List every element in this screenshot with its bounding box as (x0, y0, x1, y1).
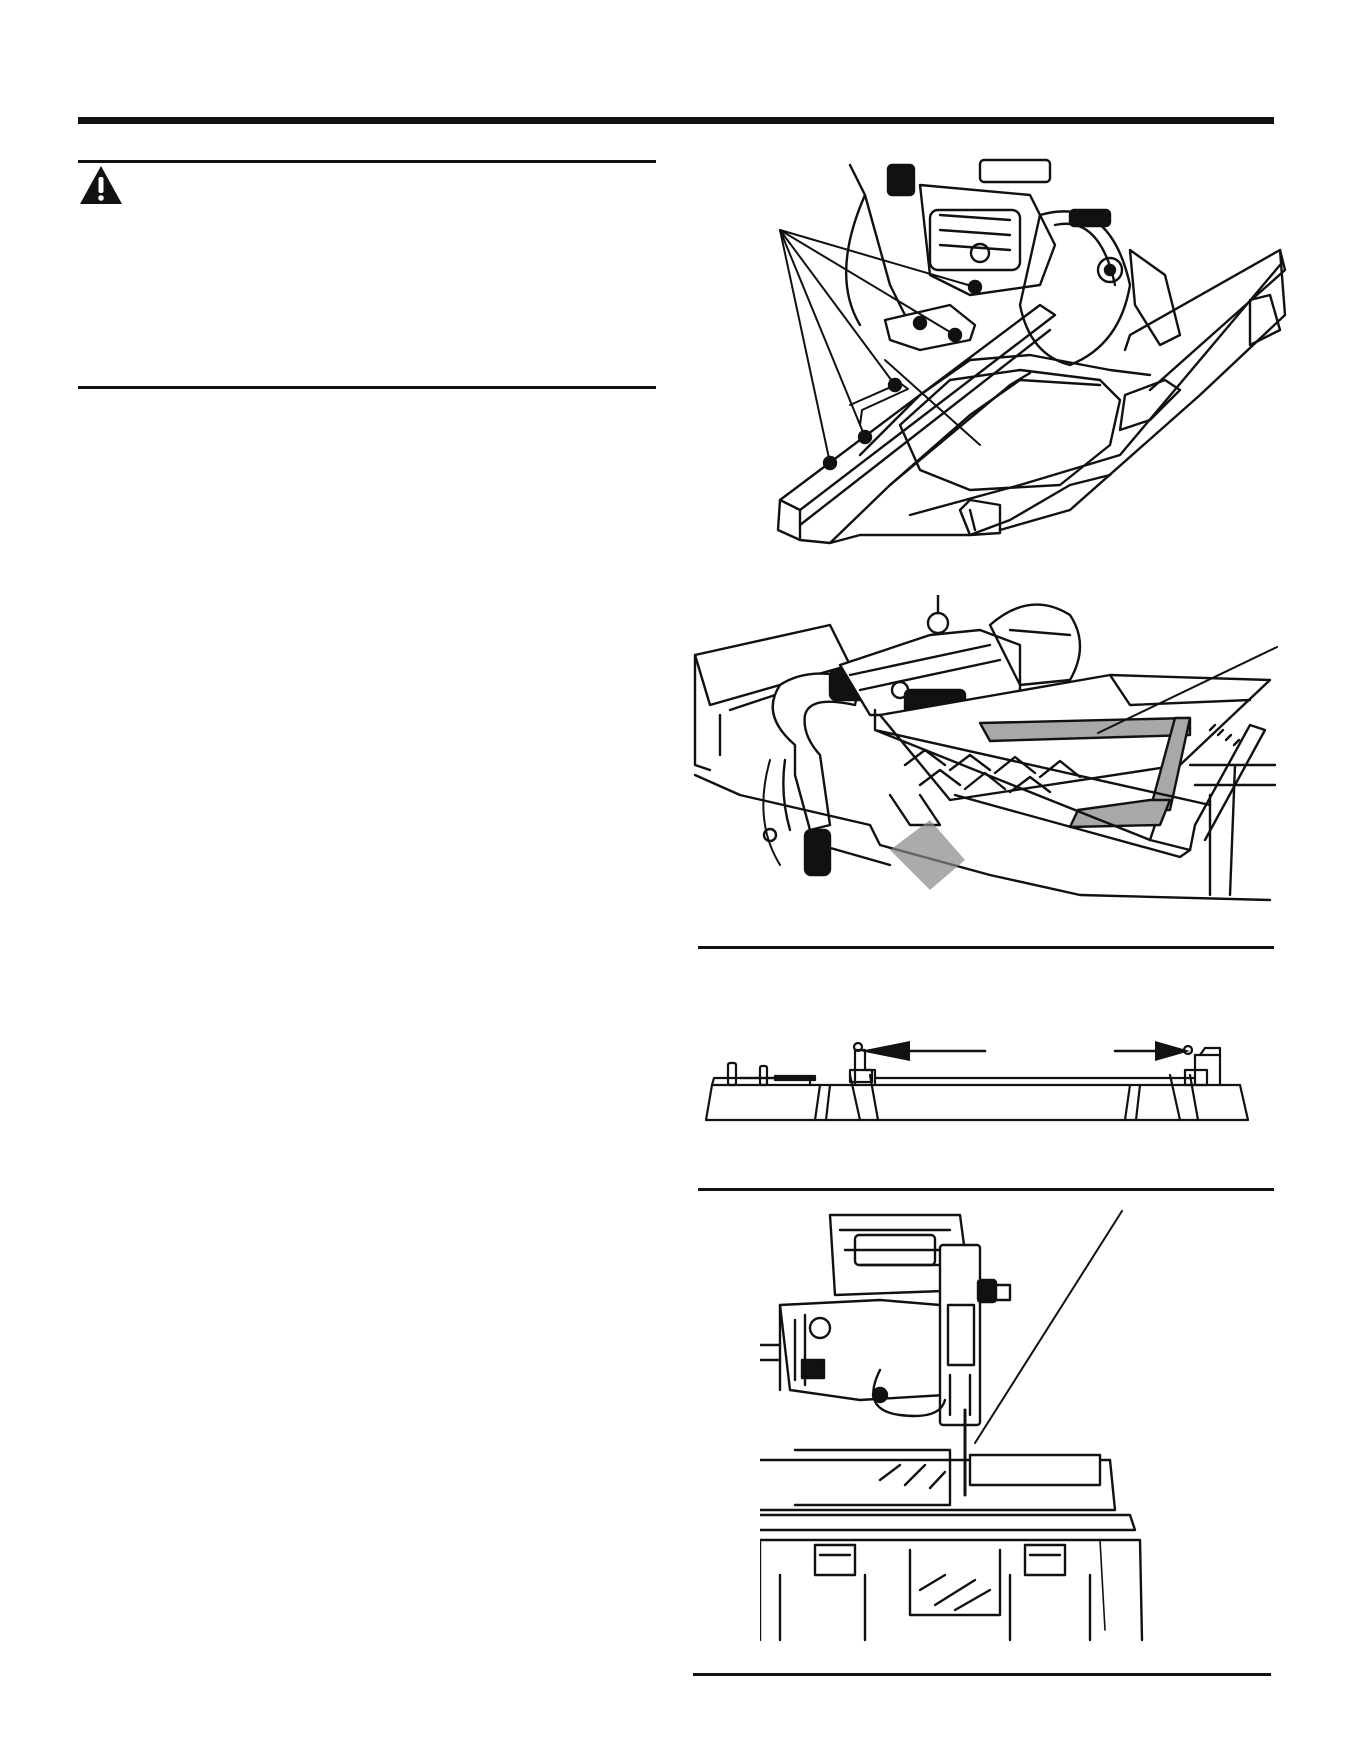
warning-triangle-icon (78, 164, 124, 206)
figure-1-rail-screws (770, 155, 1290, 593)
figure-3-top-rule (698, 946, 1274, 949)
page-bottom-rule (693, 1673, 1271, 1676)
figure-2-carpenter-square (690, 595, 1280, 905)
warning-top-rule (78, 160, 656, 163)
header-rule (78, 117, 1274, 124)
figure-4-top-rule (698, 1188, 1274, 1191)
figure-4-blade-alignment (760, 1210, 1180, 1645)
figure-3-side-view (700, 1030, 1260, 1130)
warning-bottom-rule (78, 386, 656, 389)
